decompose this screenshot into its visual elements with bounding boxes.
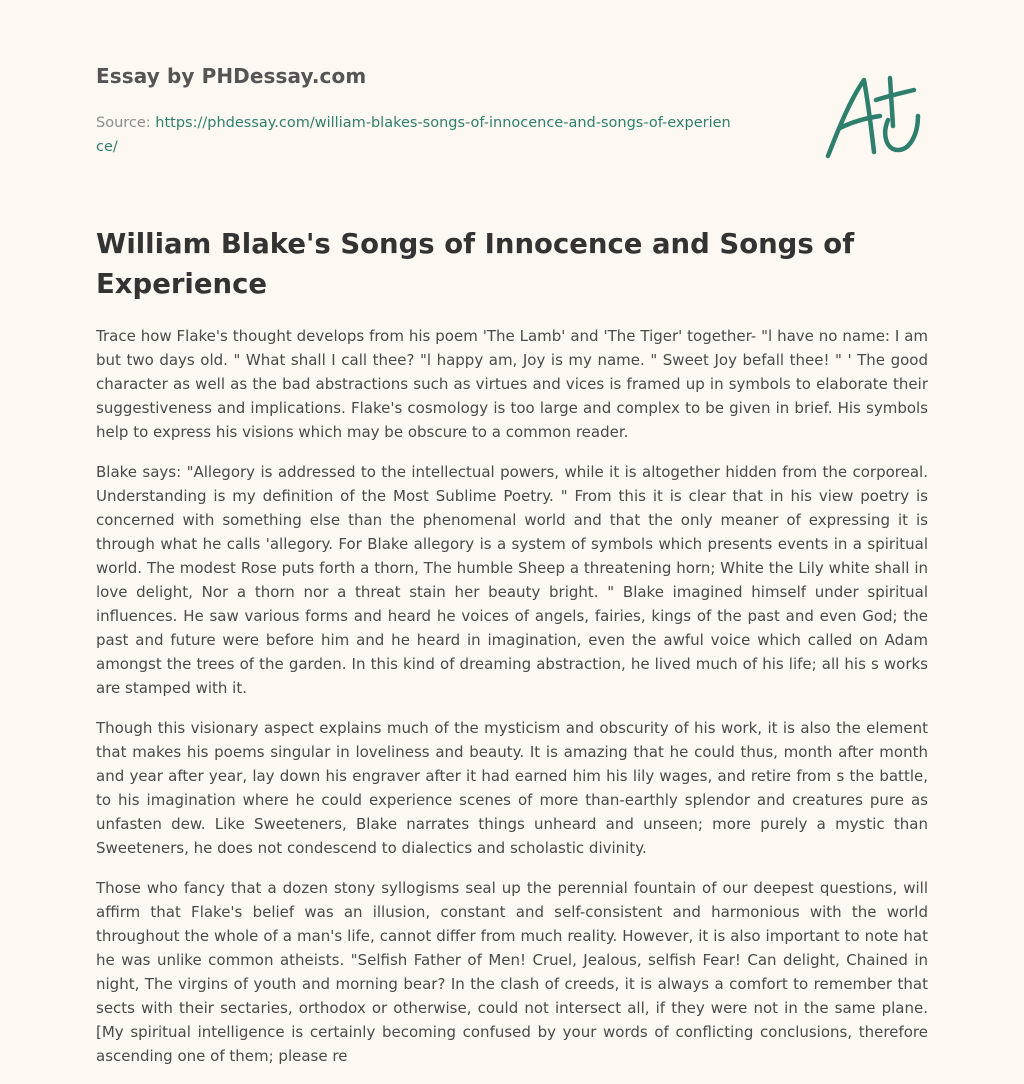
essay-paragraph: Though this visionary aspect explains much of the mysticism and obscurity of his work, it is also the element that makes his poems singular in loveliness and beauty. It is amazing that he could thus, month after month and year after year, lay down his engraver after it had earned him his lily wages, and retire from s the battle, to his imagination where he could experience scenes of more than-earthly splendor and creatures pure as unfasten dew. Like Sweeteners, Blake narrates things unheard and unseen; more purely a mystic than Sweeteners, he does not condescend to dialectics and scholastic divinity. — [96, 719, 928, 857]
source-label: Source: — [96, 115, 151, 131]
essay-paragraph: Blake says: "Allegory is addressed to the intellectual powers, while it is altogether hidden from the corporeal. Understanding is my definition of the Most Sublime Poetry. " From this it is clear that in his view poetry is concerned with something else than the phenomenal world and that the only meaner of expressing it is through what he calls 'allegory. For Blake allegory is a system of symbols which presents events in a spiritual world. The modest Rose puts forth a thorn, The humble Sheep a threatening horn; White the Lily white shall in love delight, Nor a thorn nor a threat stain her beauty bright. " Blake imagined himself under spiritual influences. He saw various forms and heard he voices of angels, fairies, kings of the past and even God; the past and future were before him and he heard in imagination, even the awful voice which called on Adam amongst the trees of the garden. In this kind of dreaming abstraction, he lived much of his life; all his s works are stamped with it. — [96, 463, 928, 697]
essay-title: William Blake's Songs of Innocence and Songs of Experience — [96, 228, 855, 300]
a-plus-grade-icon — [824, 68, 928, 164]
essay-paragraph: Trace how Flake's thought develops from his poem 'The Lamb' and 'The Tiger' together- "l have no name: I am but two days old. " What shall I call thee? "l happy am, Joy is my name. " Sweet Joy befall thee! " ' The good character as well as the bad abstractions such as virtues and vices is framed up in symbols to elaborate their suggestiveness and implications. Flake's cosmology is too large and complex to be given in brief. His symbols help to express his visions which may be obscure to a common reader. — [96, 327, 928, 441]
essay-body — [96, 324, 928, 1084]
essay-page — [96, 0, 928, 1065]
essay-paragraph: Those who fancy that a dozen stony syllogisms seal up the perennial fountain of our deepest questions, will affirm that Flake's belief was an illusion, constant and self-consistent and harmonious with the world throughout the whole of a man's life, cannot differ from much reality. However, it is also important to note hat he was unlike common atheists. "Selfish Father of Men! Cruel, Jealous, selfish Fear! Can delight, Chained in night, The virgins of youth and morning bear? In the clash of creeds, it is always a comfort to remember that sects with their sectaries, orthodox or otherwise, could not intersect all, if they were not in the same plane. [My spiritual intelligence is certainly becoming confused by your words of conflicting conclusions, therefore ascending one of them; please re — [96, 879, 928, 1065]
site-brand: Essay by PHDessay.com — [96, 64, 367, 88]
source-line — [96, 111, 736, 159]
source-link[interactable]: https://phdessay.com/william-blakes-songs-of-innocence-and-songs-of-experience/ — [96, 115, 731, 155]
